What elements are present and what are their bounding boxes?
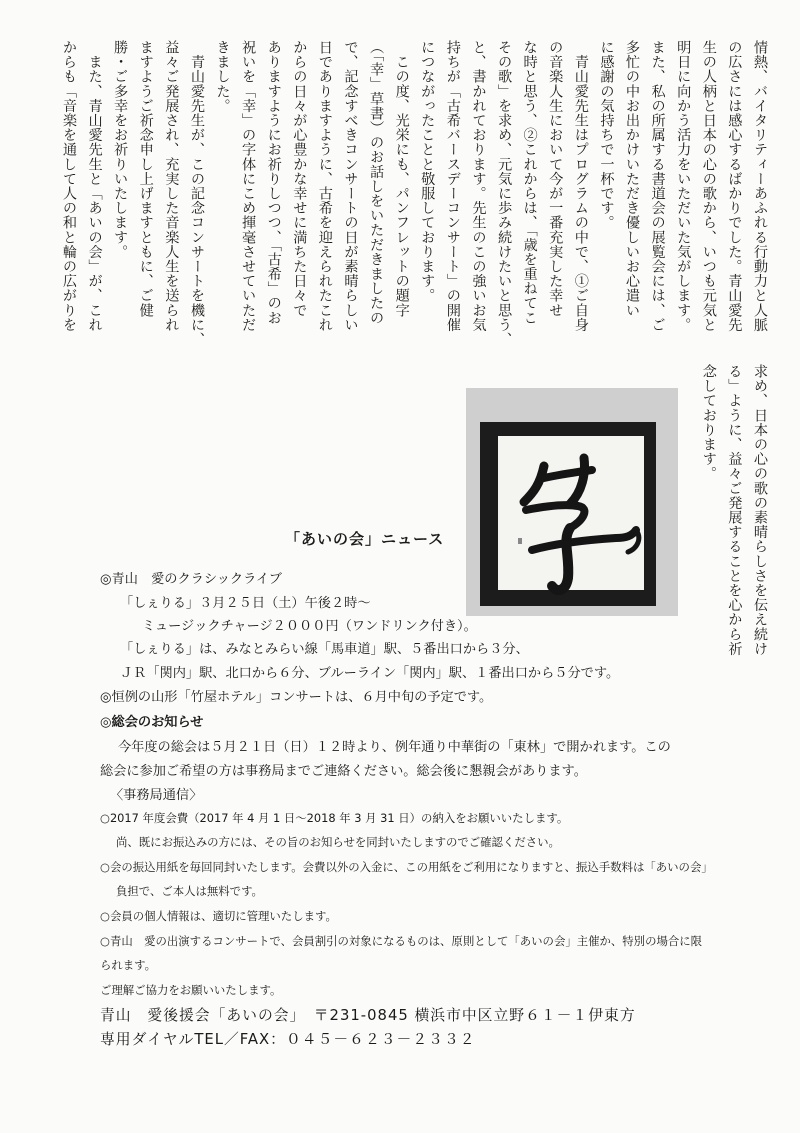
letter-line: につながったことと敬服しております。 — [419, 40, 436, 303]
letter-line: の音楽人生において今が一番充実した幸せ — [547, 40, 564, 318]
letter-line: の広さには感心するばかりでした。青山愛先 — [726, 40, 743, 332]
meeting-line-2: 総会に参加ご希望の方は事務局までご連絡ください。総会後に懇親会があります。 — [100, 764, 587, 779]
concert-access-2: ＪＲ「関内」駅、北口から６分、ブルーライン「関内」駅、１番出口から５分です。 — [120, 666, 620, 681]
letter-line: 益々ご発展され、充実した音楽人生を送られ — [163, 40, 180, 332]
office-line-7: られます。 — [100, 958, 157, 972]
letter-line: からも「音楽を通して人の和と輪の広がりを — [60, 40, 77, 332]
letter-line: また、青山愛先生と「あいの会」が、これ — [86, 40, 103, 332]
letter-line: 青山愛先生はプログラムの中で、①ご自身 — [572, 40, 589, 332]
letter-line: （「幸」草書）のお話しをいただきましたの — [368, 40, 385, 325]
office-line-1: ○2017 年度会費（2017 年 4 月 1 日～2018 年 3 月 31 日）の納入をお願いいたします。 — [100, 811, 569, 825]
yamagata-notice: ◎恒例の山形「竹屋ホテル」コンサートは、６月中旬の予定です。 — [100, 690, 493, 705]
letter-line: 祝いを「幸」の字体にこめ揮毫させていただ — [240, 40, 257, 332]
letter-line: 勝・ご多幸をお祈りいたします。 — [112, 40, 129, 259]
calligraphy-brush-character — [466, 388, 678, 616]
concert-charge: ミュージックチャージ２０００円（ワンドリンク付き）。 — [142, 619, 477, 634]
letter-line: 生の人柄と日本の心の歌から、いつも元気と — [700, 40, 717, 332]
letter-line: 念しております。 — [700, 364, 717, 481]
office-line-8: ご理解ご協力をお願いいたします。 — [100, 983, 282, 997]
letter-line: 多忙の中お出かけいただき優しいお心遣い — [624, 40, 641, 318]
letter-line: な時と思う、②これからは、「歳を重ねてこ — [521, 40, 538, 325]
footer-address: 青山 愛後援会「あいの会」 〒231-0845 横浜市中区立野６１－１伊東方 — [100, 1007, 636, 1024]
office-line-6: ○青山 愛の出演するコンサートで、会員割引の対象になるものは、原則として「あいの会」主催か、特別の場合に限 — [100, 934, 703, 948]
office-line-2: 尚、既にお振込みの方には、その旨のお知らせを同封いたしますのでご確認ください。 — [116, 835, 560, 849]
letter-line: からの日々が心豊かな幸せに満ちた日々で — [291, 40, 308, 318]
letter-line: 求め、日本の心の歌の素晴らしさを伝え続け — [752, 364, 768, 656]
letter-line: と、書かれております。先生のこの強いお気 — [470, 40, 487, 332]
letter-line: ありますようにお祈りしつつ、「古希」のお — [265, 40, 282, 325]
letter-line: また、私の所属する書道会の展覧会には、ご — [649, 40, 666, 332]
letter-line: 日でありますように、古希を迎えられたこれ — [316, 40, 333, 332]
letter-line: る」ように、益々ご発展することを心から祈 — [726, 364, 743, 656]
meeting-line-1: 今年度の総会は５月２１日（日）１２時より、例年通り中華街の「東林」で開かれます。この — [118, 740, 671, 755]
meeting-heading: ◎総会のお知らせ — [100, 715, 204, 730]
letter-line: ますようご祈念申し上げますともに、ご健 — [137, 40, 154, 318]
concert-date: 「しぇりる」３月２５日（土）午後２時～ — [120, 596, 371, 611]
concert-heading: ◎青山 愛のクラシックライブ — [100, 572, 282, 587]
office-line-3: ○会の振込用紙を毎回同封いたします。会費以外の入金に、この用紙をご利用になりますと、振込手数料は「あいの会」 — [100, 860, 713, 874]
letter-line: に感謝の気持ちで一杯です。 — [598, 40, 615, 230]
letter-closing-vertical — [662, 364, 772, 664]
letter-line: 青山愛先生が、この記念コンサートを機に、 — [188, 40, 205, 347]
letter-line: この度、光栄にも、パンフレットの題字 — [393, 40, 410, 318]
office-line-5: ○会員の個人情報は、適切に管理いたします。 — [100, 909, 337, 923]
letter-line: きました。 — [214, 40, 231, 113]
office-heading: 〈事務局通信〉 — [110, 788, 203, 803]
news-title: 「あいの会」ニュース — [285, 530, 445, 548]
letter-line: その歌」を求め、元気に歩み続けたいと思う、 — [496, 40, 513, 347]
letter-line: 持ちが「古希バースデーコンサート」の開催 — [444, 40, 461, 332]
footer-contact: 専用ダイヤルTEL／FAX：０４５－６２３－２３３２ — [100, 1031, 476, 1048]
concert-access-1: 「しぇりる」は、みなとみらい線「馬車道」駅、５番出口から３分、 — [120, 642, 529, 657]
office-line-4: 負担で、ご本人は無料です。 — [116, 884, 263, 898]
letter-body-vertical — [32, 40, 772, 360]
calligraphy-photo — [466, 388, 678, 616]
letter-line: 情熱、バイタリティーあふれる行動力と人脈 — [752, 40, 768, 332]
letter-line: で、記念すべきコンサートの日が素晴らしい — [342, 40, 359, 332]
letter-line: 明日に向かう活力をいただいた気がします。 — [675, 40, 692, 332]
